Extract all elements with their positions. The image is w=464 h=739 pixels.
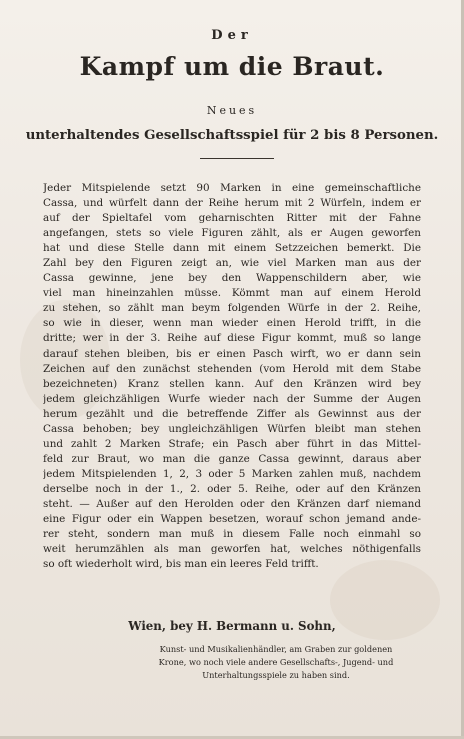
text-line: dritte; wer in der 3. Reihe auf diese Figur kommt, muß so lange bbox=[43, 332, 421, 345]
text-line: Zeichen auf den zunächst stehenden (vom Herold mit dem Stabe bbox=[43, 362, 421, 375]
text-line: feld zur Braut, wo man die ganze Cassa gewinnt, daraus aber bbox=[43, 452, 421, 465]
dealer-note bbox=[126, 643, 426, 682]
divider-rule bbox=[200, 158, 274, 159]
text-line: zu stehen, so zählt man beym folgenden Würfe in der 2. Reihe, bbox=[43, 302, 421, 315]
page-title: Kampf um die Braut. bbox=[79, 52, 385, 81]
text-line: jedem Mitspielenden 1, 2, 3 oder 5 Marken zahlen muß, nachdem bbox=[43, 467, 421, 480]
page-subtitle: unterhaltendes Gesellschaftsspiel für 2 bis 8 Personen. bbox=[25, 128, 439, 143]
heading-der: Der bbox=[211, 28, 253, 43]
text-line: Zahl bey den Figuren zeigt an, wie viel Marken man aus der bbox=[43, 257, 421, 270]
text-line: und zahlt 2 Marken Strafe; ein Pasch aber führt in das Mittel- bbox=[43, 437, 421, 450]
text-line: angefangen, stets so viele Figuren zählt, als er Augen geworfen bbox=[43, 227, 421, 240]
dealer-line: Kunst- und Musikalienhändler, am Graben zur goldenen bbox=[159, 644, 393, 654]
publisher-imprint: Wien, bey H. Bermann u. Sohn, bbox=[128, 619, 336, 633]
text-line: hat und diese Stelle dann mit einem Setzzeichen bemerkt. Die bbox=[43, 242, 421, 255]
text-line: bezeichneten) Kranz stellen kann. Auf den Kränzen wird bey bbox=[43, 377, 421, 390]
dealer-line: Krone, wo noch viele andere Gesellschafts-, Jugend- und bbox=[158, 657, 394, 667]
heading-neues: Neues bbox=[206, 104, 258, 117]
text-line: viel man hineinzahlen müsse. Kömmt man auf einem Herold bbox=[43, 287, 421, 300]
text-line: so wie in dieser, wenn man wieder einen Herold trifft, in die bbox=[43, 317, 421, 330]
text-line: Jeder Mitspielende setzt 90 Marken in eine gemeinschaftliche bbox=[43, 182, 421, 194]
text-line: jedem gleichzähligen Wurfe wieder nach der Summe der Augen bbox=[43, 392, 421, 405]
rules-paragraph bbox=[43, 181, 421, 572]
text-line: so oft wiederholt wird, bis man ein leeres Feld trifft. bbox=[43, 558, 319, 571]
text-line: Cassa gewinne, jene bey den Wappenschildern aber, wie bbox=[43, 272, 421, 285]
text-line: Cassa behoben; bey ungleichzähligen Würfen bleibt man stehen bbox=[43, 422, 421, 435]
text-line: auf der Spieltafel vom geharnischten Ritter mit der Fahne bbox=[43, 212, 421, 225]
text-line: steht. — Außer auf den Herolden oder den Kränzen darf niemand bbox=[43, 497, 421, 510]
text-line: darauf stehen bleiben, bis er einen Pasch wirft, wo er dann sein bbox=[43, 347, 421, 360]
text-line: Cassa, und würfelt dann der Reihe herum mit 2 Würfeln, indem er bbox=[43, 197, 421, 210]
text-line: eine Figur oder ein Wappen besetzen, worauf schon jemand ande- bbox=[43, 513, 421, 526]
dealer-line: Unterhaltungsspiele zu haben sind. bbox=[202, 670, 350, 680]
text-line: herum gezählt und die betreffende Ziffer als Gewinnst aus der bbox=[43, 407, 421, 420]
text-line: rer steht, sondern man muß in diesem Falle noch einmahl so bbox=[43, 528, 421, 541]
text-line: weit herumzählen als man geworfen hat, welches nöthigenfalls bbox=[43, 543, 421, 556]
text-line: derselbe noch in der 1., 2. oder 5. Reihe, oder auf den Kränzen bbox=[43, 482, 421, 495]
